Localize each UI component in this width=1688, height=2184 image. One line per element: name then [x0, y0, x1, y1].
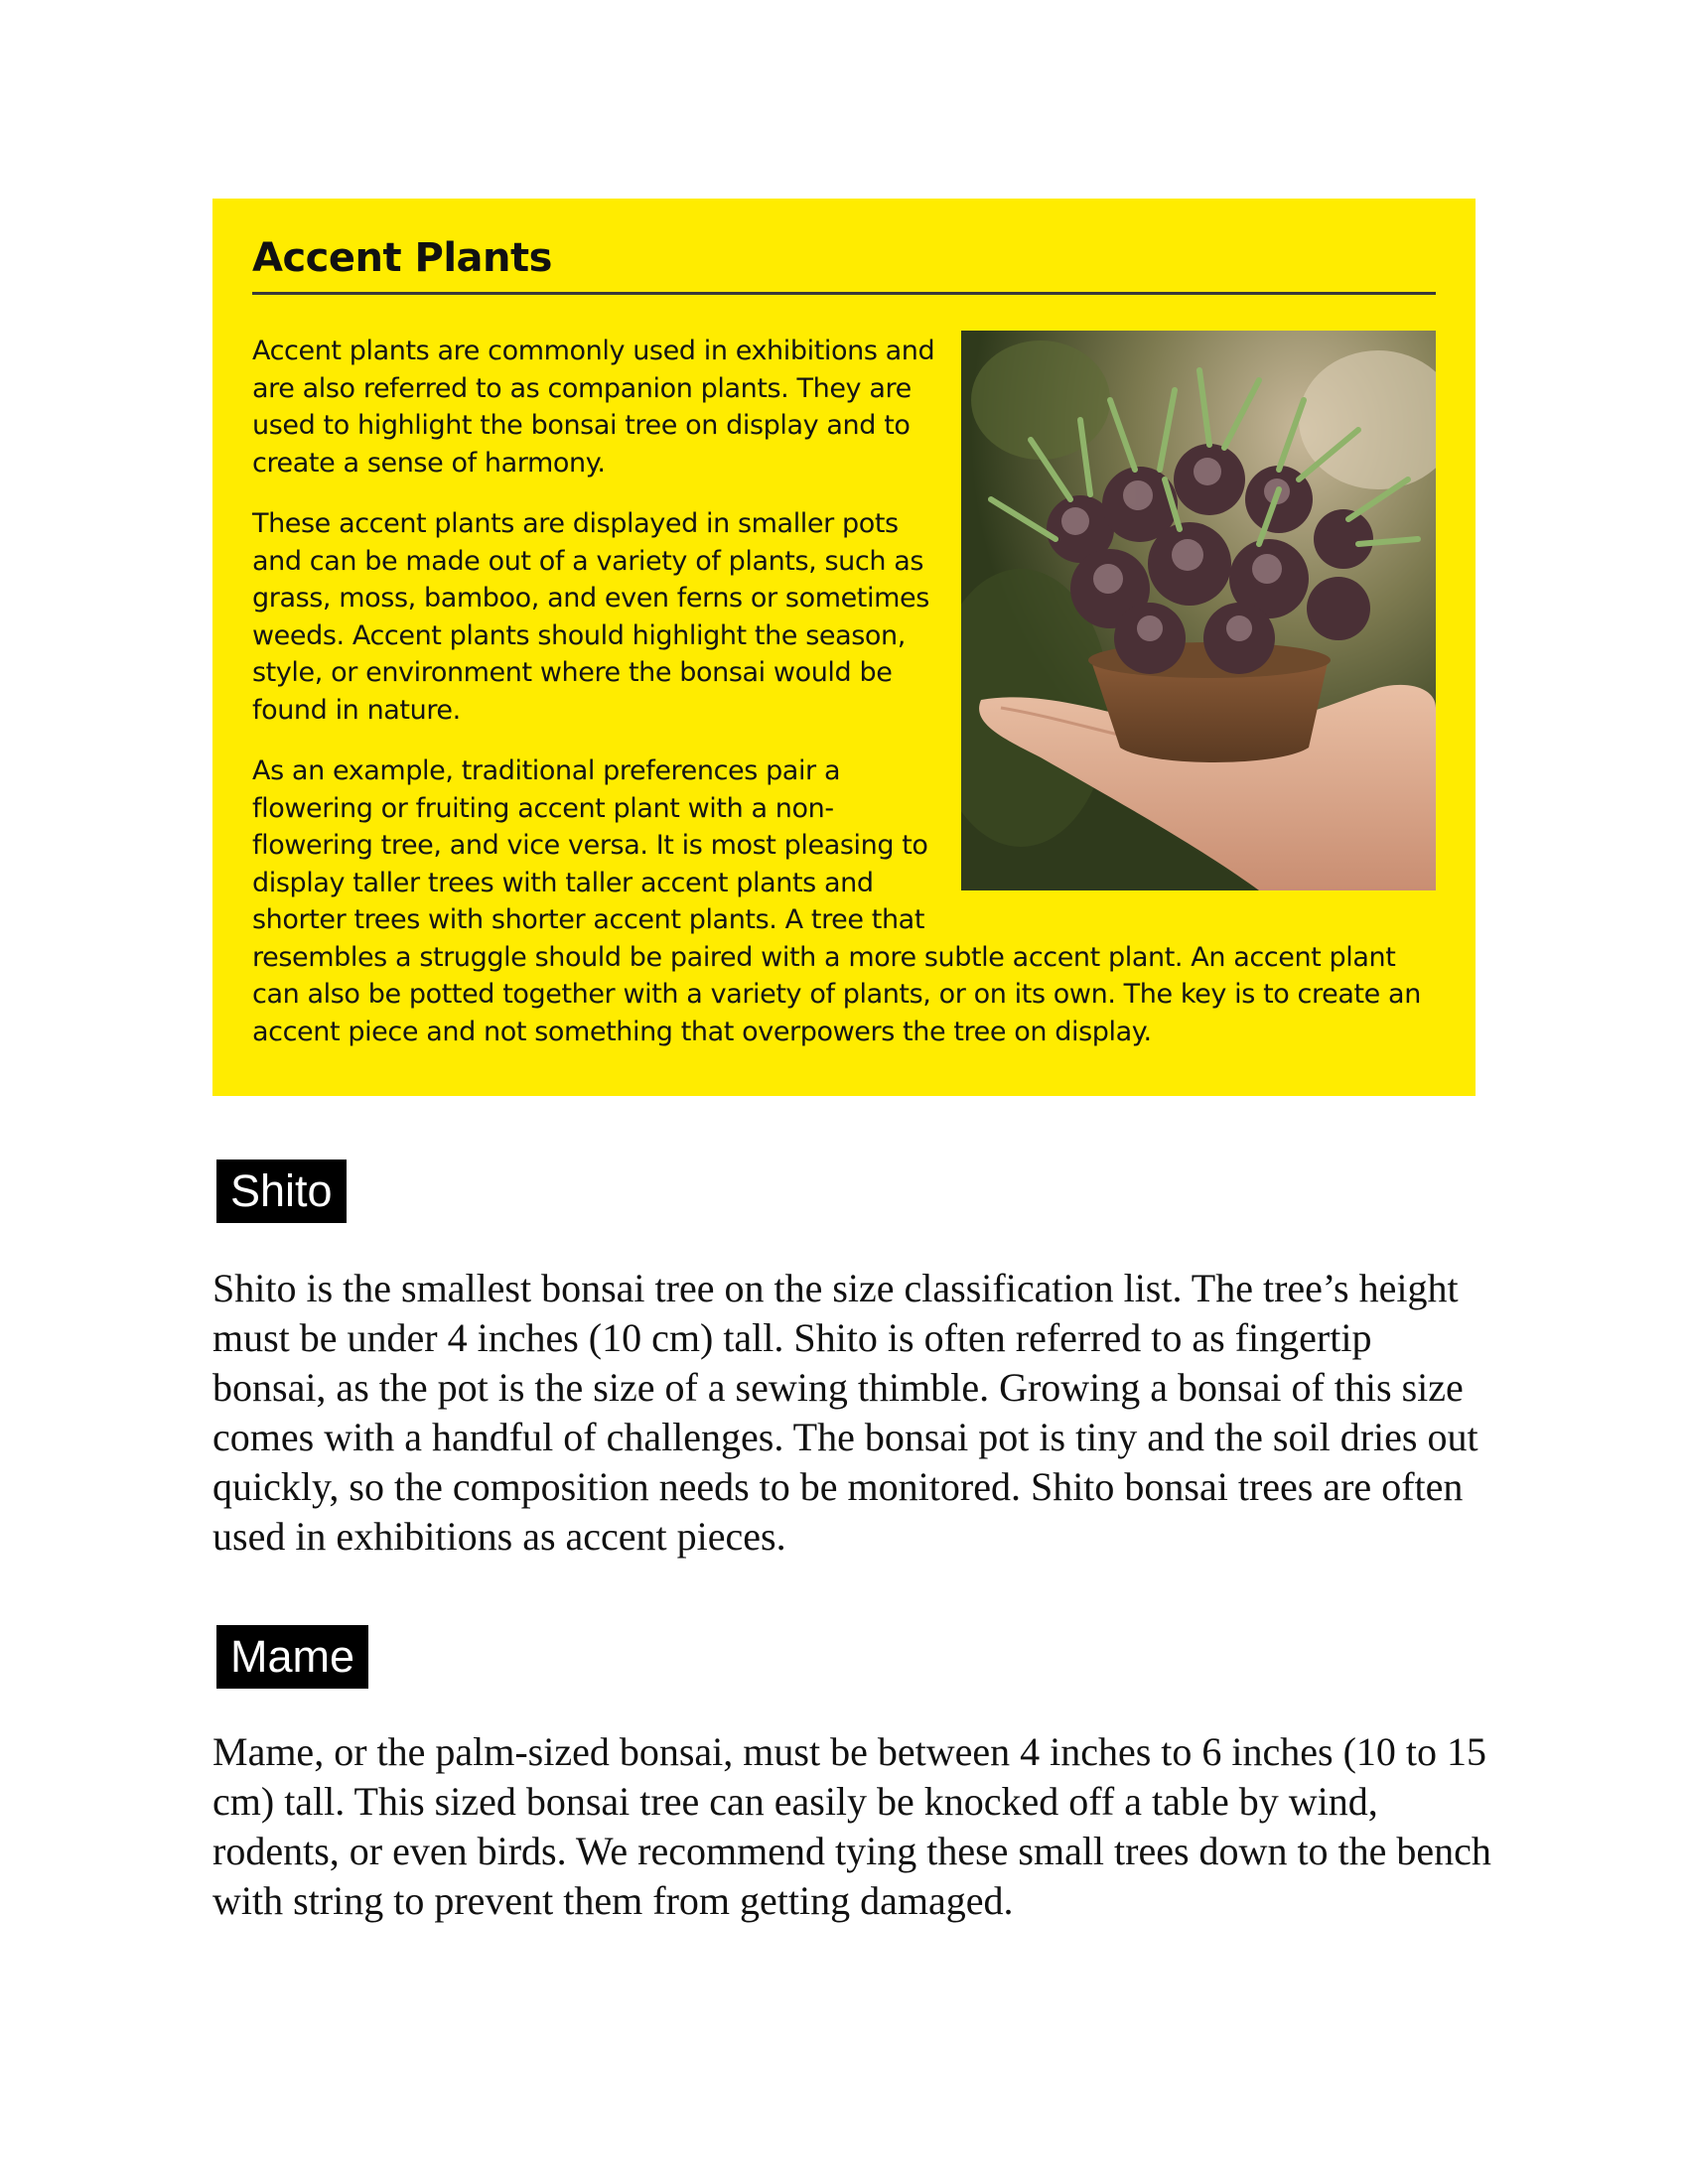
accent-plant-photo: [961, 331, 1436, 890]
callout-paragraph: As an example, traditional preferences pair a flowering or fruiting accent plant with a non-flowering tree, and vice versa. It is most pleasing to display taller trees with taller accent plants and shorter trees with shorter accent plants. A tree that resembles a struggle should be paired with a more subtle accent plant. An accent plant can also be potted together with a variety of plants, or on its own. The key is to create an accent piece and not something that overpowers the tree on display.: [252, 755, 1421, 1047]
section-heading-shito: Shito: [216, 1160, 347, 1223]
callout-paragraph: These accent plants are displayed in smaller pots and can be made out of a variety of plants, such as grass, moss, bamboo, and even ferns or sometimes weeds. Accent plants should highlight the season, style, or environment where the bonsai would be found in nature.: [252, 508, 929, 726]
section-text-shito: Shito is the smallest bonsai tree on the size classification list. The tree’s height must be under 4 inches (10 cm) tall. Shito is often referred to as fingertip bonsai, as the pot is the size of a sewing thimble. Growing a bonsai of this size comes with a handful of challenges. The bonsai pot is tiny and the soil dries out quickly, so the composition needs to be monitored. Shito bonsai trees are often used in exhibitions as accent pieces.: [212, 1266, 1478, 1559]
section-text-mame: Mame, or the palm-sized bonsai, must be between 4 inches to 6 inches (10 to 15 cm) tall. This sized bonsai tree can easily be knocked off a table by wind, rodents, or even birds. We recommend tying these small trees down to the bench with string to prevent them from getting damaged.: [212, 1729, 1491, 1923]
callout-paragraph: Accent plants are commonly used in exhibitions and are also referred to as companion plants. They are used to highlight the bonsai tree on display and to create a sense of harmony.: [252, 336, 935, 478]
section-heading-mame: Mame: [216, 1625, 368, 1689]
callout-body: [252, 333, 1436, 1050]
callout-divider: [252, 292, 1436, 295]
accent-plants-callout: [212, 199, 1476, 1096]
callout-title: Accent Plants: [252, 235, 552, 281]
